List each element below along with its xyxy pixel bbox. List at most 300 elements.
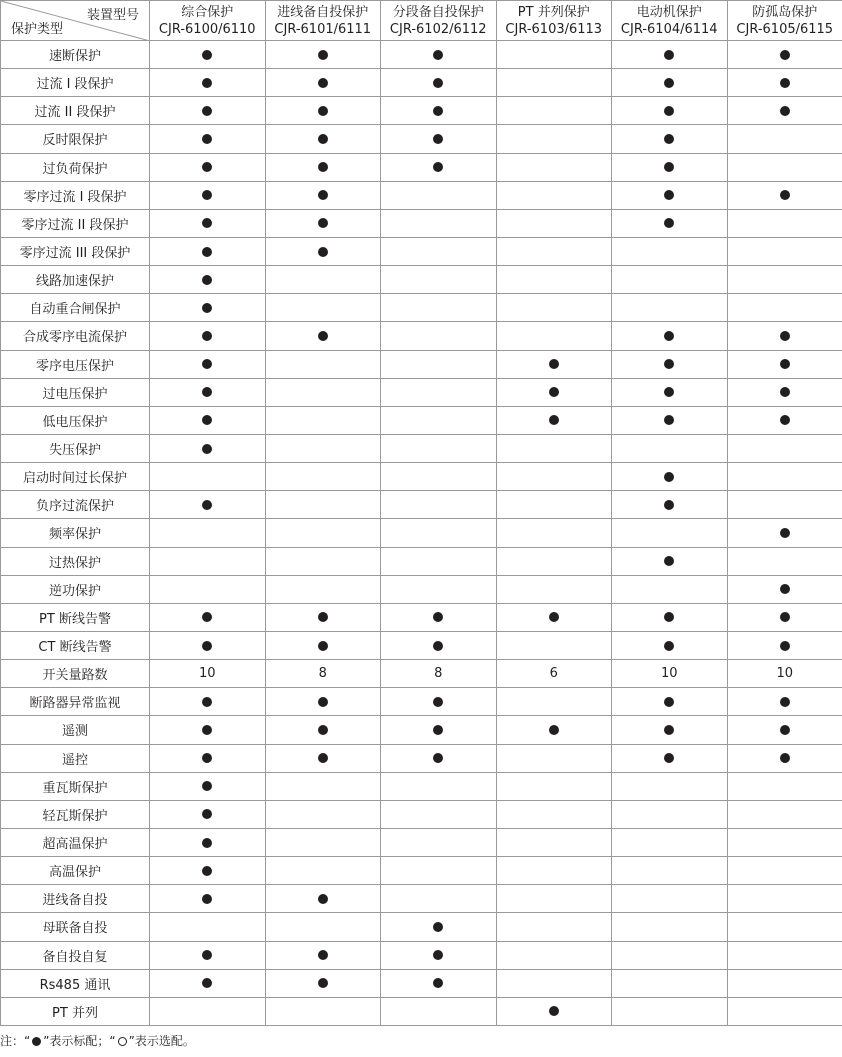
- standard-dot-icon: [780, 387, 790, 397]
- standard-dot-icon: [664, 415, 674, 425]
- protection-type-label: 启动时间过长保护: [1, 463, 150, 491]
- table-cell: [381, 744, 497, 772]
- table-cell: [381, 716, 497, 744]
- protection-type-label: 反时限保护: [1, 125, 150, 153]
- protection-type-label: 轻瓦斯保护: [1, 800, 150, 828]
- table-cell: [265, 857, 381, 885]
- table-cell: [727, 209, 842, 237]
- table-cell: [150, 406, 266, 434]
- protection-type-label: 遥测: [1, 716, 150, 744]
- table-cell: [381, 519, 497, 547]
- table-row: [1, 800, 842, 828]
- table-row: [1, 350, 842, 378]
- table-cell: [381, 209, 497, 237]
- standard-dot-icon: [780, 612, 790, 622]
- protection-type-label: 断路器异常监视: [1, 688, 150, 716]
- standard-dot-icon: [318, 753, 328, 763]
- table-cell: [727, 41, 842, 69]
- table-cell: [150, 969, 266, 997]
- table-cell: [150, 997, 266, 1025]
- table-cell: [381, 772, 497, 800]
- standard-dot-icon: [202, 500, 212, 510]
- table-cell: [727, 941, 842, 969]
- protection-type-label: 零序过流 I 段保护: [1, 181, 150, 209]
- table-cell: [612, 434, 728, 462]
- standard-dot-icon: [318, 78, 328, 88]
- protection-type-label: 进线备自投: [1, 885, 150, 913]
- standard-dot-icon: [202, 50, 212, 60]
- table-cell: [150, 688, 266, 716]
- table-cell: [496, 631, 612, 659]
- table-cell: [727, 181, 842, 209]
- table-cell: [150, 547, 266, 575]
- protection-type-label: 低电压保护: [1, 406, 150, 434]
- table-cell: [496, 885, 612, 913]
- standard-dot-icon: [202, 612, 212, 622]
- table-cell: [727, 125, 842, 153]
- table-cell: [612, 969, 728, 997]
- device-header-1: [150, 1, 266, 41]
- table-row: [1, 575, 842, 603]
- table-cell: [727, 406, 842, 434]
- standard-dot-icon: [202, 162, 212, 172]
- corner-label-device-model: 装置型号: [86, 8, 139, 23]
- standard-dot-icon: [202, 303, 212, 313]
- table-cell: [265, 41, 381, 69]
- table-cell: [496, 237, 612, 265]
- standard-dot-icon: [664, 387, 674, 397]
- table-cell: [381, 997, 497, 1025]
- table-row: [1, 491, 842, 519]
- standard-dot-icon: [318, 725, 328, 735]
- table-row: [1, 97, 842, 125]
- standard-dot-icon: [318, 331, 328, 341]
- table-cell: [150, 603, 266, 631]
- table-cell: [265, 716, 381, 744]
- table-cell: [265, 153, 381, 181]
- table-cell: [496, 575, 612, 603]
- table-cell: [612, 716, 728, 744]
- table-cell: [265, 434, 381, 462]
- corner-header-cell: [1, 1, 150, 41]
- standard-dot-icon: [318, 218, 328, 228]
- table-cell: [727, 997, 842, 1025]
- table-cell: [727, 800, 842, 828]
- protection-type-label: 超高温保护: [1, 828, 150, 856]
- table-cell: [496, 744, 612, 772]
- table-row: [1, 941, 842, 969]
- cell-value: 8: [318, 666, 327, 682]
- table-cell: [612, 125, 728, 153]
- table-cell: [727, 350, 842, 378]
- standard-dot-icon: [433, 612, 443, 622]
- table-cell: [150, 631, 266, 659]
- standard-dot-icon: [202, 106, 212, 116]
- table-cell: [381, 857, 497, 885]
- table-row: [1, 69, 842, 97]
- device-model: CJR-6102/6112: [389, 21, 487, 37]
- table-cell: [150, 744, 266, 772]
- table-cell: [265, 941, 381, 969]
- table-cell: [612, 153, 728, 181]
- table-cell: [150, 828, 266, 856]
- table-cell: [265, 350, 381, 378]
- table-row: [1, 631, 842, 659]
- standard-dot-icon: [318, 247, 328, 257]
- device-model: CJR-6103/6113: [505, 21, 603, 37]
- table-row: [1, 547, 842, 575]
- note-prefix: 注：“: [0, 1034, 31, 1048]
- table-cell: [265, 828, 381, 856]
- standard-dot-icon: [318, 697, 328, 707]
- table-cell: [150, 885, 266, 913]
- standard-dot-icon: [780, 753, 790, 763]
- standard-dot-icon: [202, 444, 212, 454]
- standard-dot-icon: [202, 387, 212, 397]
- table-cell: [496, 857, 612, 885]
- standard-dot-icon: [780, 359, 790, 369]
- table-cell: [612, 209, 728, 237]
- table-cell: [381, 941, 497, 969]
- table-cell: [727, 237, 842, 265]
- table-row: [1, 463, 842, 491]
- table-cell: [496, 491, 612, 519]
- table-row: [1, 181, 842, 209]
- table-cell: [381, 266, 497, 294]
- standard-dot-icon: [318, 978, 328, 988]
- table-cell: [612, 688, 728, 716]
- table-cell: [496, 153, 612, 181]
- standard-dot-icon: [664, 134, 674, 144]
- table-row: [1, 125, 842, 153]
- standard-dot-icon: [664, 472, 674, 482]
- standard-dot-icon: [318, 162, 328, 172]
- protection-type-label: PT 并列: [1, 997, 150, 1025]
- standard-dot-icon: [780, 584, 790, 594]
- table-cell: [381, 434, 497, 462]
- table-cell: [727, 688, 842, 716]
- table-cell: [381, 660, 497, 688]
- standard-dot-icon: [202, 415, 212, 425]
- standard-dot-icon: [202, 781, 212, 791]
- table-cell: [612, 406, 728, 434]
- standard-dot-icon: [433, 697, 443, 707]
- table-cell: [265, 322, 381, 350]
- table-cell: [381, 800, 497, 828]
- standard-dot-icon: [780, 106, 790, 116]
- note-optional: ”表示选配。: [128, 1034, 195, 1048]
- table-cell: [265, 885, 381, 913]
- table-cell: [265, 237, 381, 265]
- standard-dot-icon: [202, 950, 212, 960]
- table-cell: [612, 772, 728, 800]
- table-cell: [496, 519, 612, 547]
- table-cell: [381, 97, 497, 125]
- table-row: [1, 434, 842, 462]
- table-row: [1, 716, 842, 744]
- device-name: 防孤岛保护: [752, 4, 818, 20]
- device-header-2: [265, 1, 381, 41]
- table-row: [1, 237, 842, 265]
- corner-label-protection-type: 保护类型: [11, 22, 64, 37]
- table-cell: [381, 885, 497, 913]
- table-cell: [150, 772, 266, 800]
- table-cell: [150, 237, 266, 265]
- standard-dot-icon: [433, 78, 443, 88]
- filled-dot-icon: [32, 1037, 41, 1046]
- table-cell: [150, 378, 266, 406]
- table-cell: [381, 69, 497, 97]
- standard-dot-icon: [202, 78, 212, 88]
- table-cell: [727, 463, 842, 491]
- standard-dot-icon: [433, 106, 443, 116]
- table-cell: [381, 463, 497, 491]
- table-cell: [496, 603, 612, 631]
- protection-type-label: 备自投自复: [1, 941, 150, 969]
- table-cell: [612, 237, 728, 265]
- table-cell: [496, 378, 612, 406]
- table-cell: [381, 547, 497, 575]
- standard-dot-icon: [433, 753, 443, 763]
- table-cell: [265, 69, 381, 97]
- table-cell: [496, 322, 612, 350]
- table-cell: [612, 519, 728, 547]
- table-cell: [381, 631, 497, 659]
- table-cell: [612, 575, 728, 603]
- cell-value: 8: [434, 666, 443, 682]
- table-cell: [265, 688, 381, 716]
- protection-type-label: 母联备自投: [1, 913, 150, 941]
- table-cell: [381, 378, 497, 406]
- protection-type-label: 速断保护: [1, 41, 150, 69]
- device-model: CJR-6104/6114: [620, 21, 718, 37]
- legend-note: [0, 1032, 195, 1049]
- device-name: 分段备自投保护: [392, 4, 484, 20]
- device-name: PT 并列保护: [517, 4, 590, 20]
- table-row: [1, 322, 842, 350]
- table-cell: [612, 660, 728, 688]
- table-cell: [612, 322, 728, 350]
- table-cell: [496, 547, 612, 575]
- table-row: [1, 294, 842, 322]
- standard-dot-icon: [549, 1006, 559, 1016]
- protection-type-label: 零序过流 II 段保护: [1, 209, 150, 237]
- device-name: 进线备自投保护: [277, 4, 369, 20]
- table-cell: [265, 660, 381, 688]
- protection-type-label: 线路加速保护: [1, 266, 150, 294]
- standard-dot-icon: [664, 359, 674, 369]
- table-cell: [496, 772, 612, 800]
- standard-dot-icon: [202, 697, 212, 707]
- standard-dot-icon: [780, 331, 790, 341]
- table-cell: [150, 716, 266, 744]
- protection-type-label: 过电压保护: [1, 378, 150, 406]
- table-row: [1, 969, 842, 997]
- table-cell: [265, 378, 381, 406]
- protection-type-label: 频率保护: [1, 519, 150, 547]
- standard-dot-icon: [433, 641, 443, 651]
- table-cell: [496, 125, 612, 153]
- table-row: [1, 660, 842, 688]
- table-cell: [496, 716, 612, 744]
- table-cell: [727, 491, 842, 519]
- table-cell: [496, 41, 612, 69]
- protection-type-label: 零序电压保护: [1, 350, 150, 378]
- standard-dot-icon: [318, 950, 328, 960]
- table-cell: [612, 857, 728, 885]
- table-cell: [150, 125, 266, 153]
- table-cell: [727, 294, 842, 322]
- table-cell: [496, 406, 612, 434]
- table-cell: [381, 969, 497, 997]
- table-cell: [612, 181, 728, 209]
- standard-dot-icon: [664, 556, 674, 566]
- standard-dot-icon: [780, 190, 790, 200]
- table-cell: [381, 294, 497, 322]
- table-cell: [265, 463, 381, 491]
- standard-dot-icon: [318, 612, 328, 622]
- table-cell: [265, 913, 381, 941]
- protection-type-label: 遥控: [1, 744, 150, 772]
- standard-dot-icon: [202, 866, 212, 876]
- table-cell: [612, 41, 728, 69]
- standard-dot-icon: [318, 894, 328, 904]
- standard-dot-icon: [549, 415, 559, 425]
- device-model: CJR-6105/6115: [736, 21, 834, 37]
- table-cell: [150, 181, 266, 209]
- table-cell: [612, 885, 728, 913]
- standard-dot-icon: [780, 697, 790, 707]
- standard-dot-icon: [433, 134, 443, 144]
- table-cell: [150, 491, 266, 519]
- standard-dot-icon: [664, 331, 674, 341]
- standard-dot-icon: [318, 190, 328, 200]
- protection-type-label: 自动重合闸保护: [1, 294, 150, 322]
- standard-dot-icon: [202, 218, 212, 228]
- table-cell: [727, 772, 842, 800]
- standard-dot-icon: [549, 725, 559, 735]
- table-cell: [265, 603, 381, 631]
- standard-dot-icon: [664, 190, 674, 200]
- standard-dot-icon: [202, 331, 212, 341]
- standard-dot-icon: [202, 725, 212, 735]
- table-cell: [612, 378, 728, 406]
- table-cell: [727, 547, 842, 575]
- standard-dot-icon: [202, 838, 212, 848]
- standard-dot-icon: [433, 950, 443, 960]
- table-cell: [381, 41, 497, 69]
- table-cell: [496, 294, 612, 322]
- standard-dot-icon: [202, 641, 212, 651]
- standard-dot-icon: [549, 359, 559, 369]
- table-cell: [727, 716, 842, 744]
- table-cell: [612, 97, 728, 125]
- standard-dot-icon: [664, 50, 674, 60]
- device-model: CJR-6101/6111: [274, 21, 372, 37]
- standard-dot-icon: [664, 106, 674, 116]
- standard-dot-icon: [664, 612, 674, 622]
- table-cell: [727, 153, 842, 181]
- table-cell: [381, 575, 497, 603]
- protection-type-label: 零序过流 III 段保护: [1, 237, 150, 265]
- table-cell: [496, 97, 612, 125]
- table-cell: [150, 913, 266, 941]
- standard-dot-icon: [202, 134, 212, 144]
- table-cell: [381, 350, 497, 378]
- table-cell: [381, 913, 497, 941]
- standard-dot-icon: [202, 247, 212, 257]
- table-cell: [150, 266, 266, 294]
- table-cell: [612, 603, 728, 631]
- table-cell: [381, 603, 497, 631]
- table-cell: [265, 575, 381, 603]
- table-cell: [496, 913, 612, 941]
- table-cell: [727, 828, 842, 856]
- standard-dot-icon: [664, 753, 674, 763]
- table-cell: [150, 434, 266, 462]
- device-header-6: [727, 1, 842, 41]
- standard-dot-icon: [318, 50, 328, 60]
- table-cell: [150, 97, 266, 125]
- device-name: 电动机保护: [636, 4, 702, 20]
- standard-dot-icon: [433, 162, 443, 172]
- table-cell: [727, 434, 842, 462]
- table-cell: [612, 69, 728, 97]
- table-cell: [496, 350, 612, 378]
- table-cell: [381, 153, 497, 181]
- table-cell: [496, 997, 612, 1025]
- standard-dot-icon: [549, 612, 559, 622]
- protection-type-label: 过流 II 段保护: [1, 97, 150, 125]
- protection-type-label: 过负荷保护: [1, 153, 150, 181]
- table-row: [1, 913, 842, 941]
- standard-dot-icon: [202, 978, 212, 988]
- table-cell: [496, 69, 612, 97]
- table-row: [1, 41, 842, 69]
- standard-dot-icon: [780, 725, 790, 735]
- table-cell: [727, 575, 842, 603]
- table-cell: [612, 941, 728, 969]
- device-header-3: [381, 1, 497, 41]
- standard-dot-icon: [433, 978, 443, 988]
- table-cell: [496, 828, 612, 856]
- table-cell: [727, 969, 842, 997]
- table-cell: [496, 688, 612, 716]
- table-cell: [612, 997, 728, 1025]
- table-cell: [381, 181, 497, 209]
- standard-dot-icon: [780, 415, 790, 425]
- table-cell: [150, 294, 266, 322]
- table-cell: [612, 294, 728, 322]
- protection-type-label: 开关量路数: [1, 660, 150, 688]
- table-cell: [381, 125, 497, 153]
- table-cell: [727, 631, 842, 659]
- table-cell: [265, 631, 381, 659]
- table-cell: [381, 688, 497, 716]
- table-cell: [496, 800, 612, 828]
- table-cell: [727, 69, 842, 97]
- table-cell: [150, 660, 266, 688]
- standard-dot-icon: [664, 218, 674, 228]
- protection-type-label: CT 断线告警: [1, 631, 150, 659]
- table-cell: [612, 744, 728, 772]
- table-row: [1, 209, 842, 237]
- table-cell: [727, 913, 842, 941]
- protection-type-label: Rs485 通讯: [1, 969, 150, 997]
- standard-dot-icon: [433, 725, 443, 735]
- table-cell: [265, 800, 381, 828]
- standard-dot-icon: [664, 725, 674, 735]
